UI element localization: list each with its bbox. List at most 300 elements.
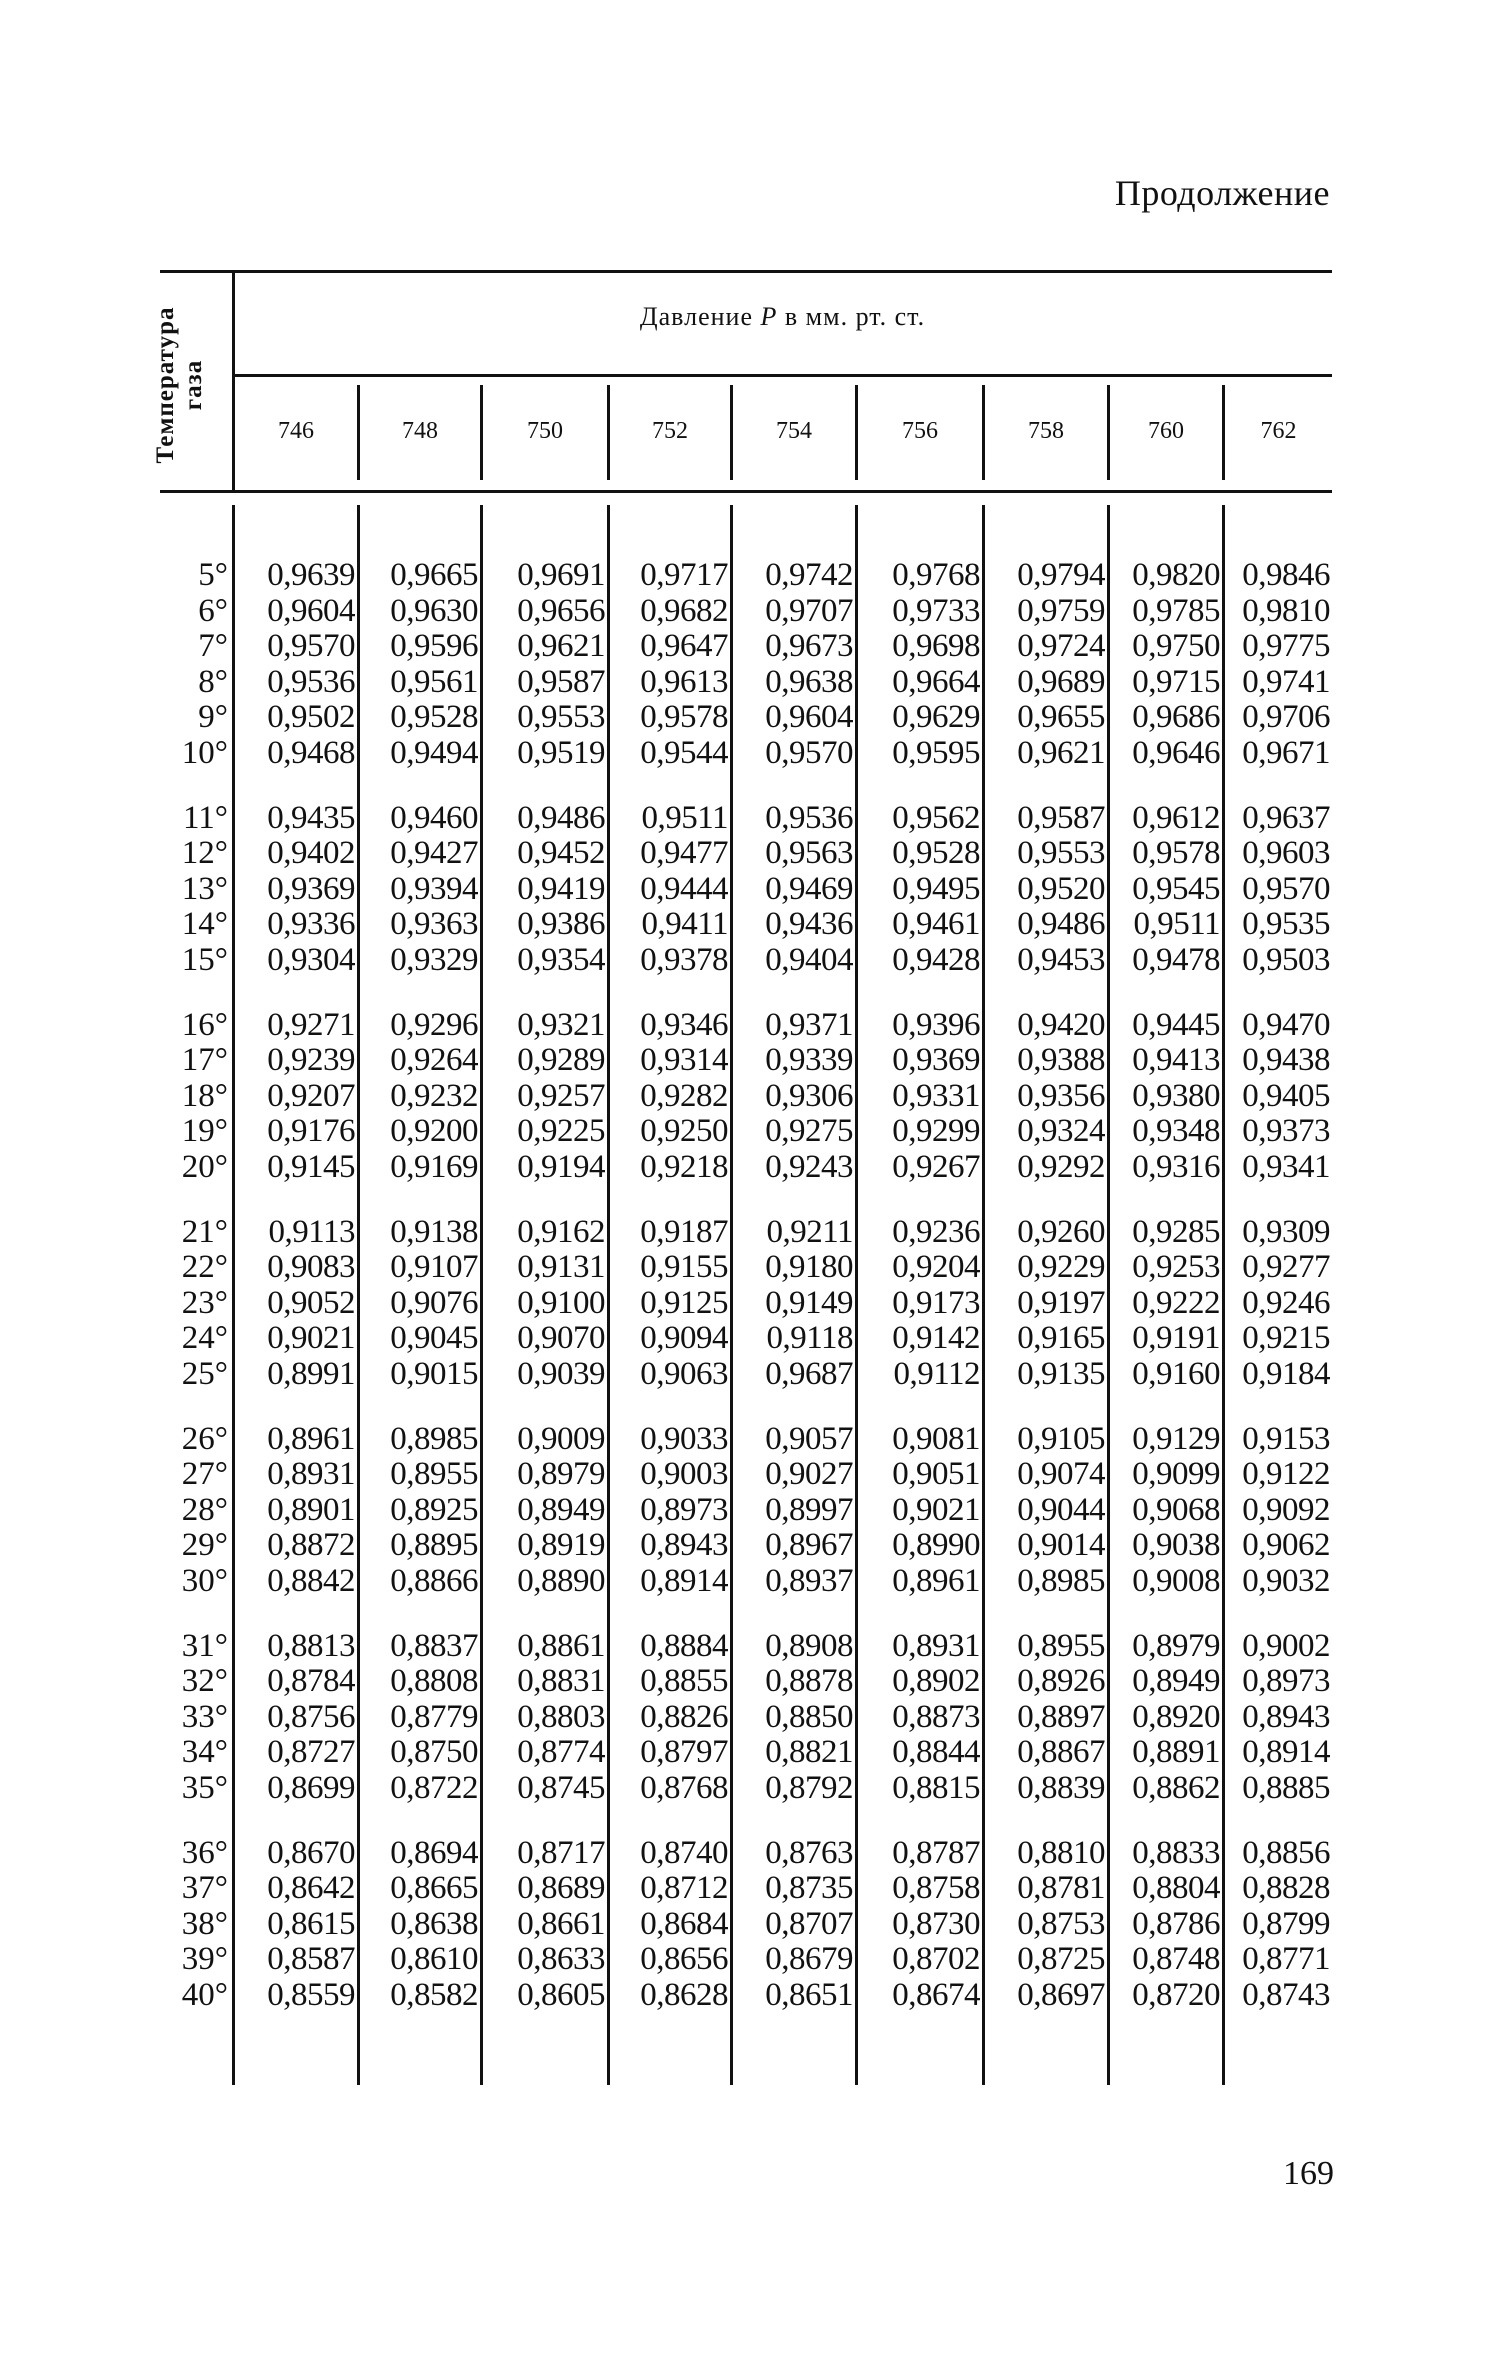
temperature-cell: 25° xyxy=(181,1356,228,1392)
column-header: 756 xyxy=(902,418,938,444)
value-cell: 0,8784 xyxy=(267,1663,355,1700)
value-cell: 0,9520 xyxy=(1017,870,1105,907)
value-cell: 0,9570 xyxy=(765,735,853,771)
value-cell: 0,8895 xyxy=(390,1527,478,1564)
value-cell: 0,8642 xyxy=(267,1870,355,1907)
table-row xyxy=(0,1699,1500,1735)
value-cell: 0,9246 xyxy=(1242,1284,1330,1321)
value-cell: 0,9604 xyxy=(267,592,355,629)
value-cell: 0,9629 xyxy=(892,699,980,736)
value-cell: 0,9494 xyxy=(390,735,478,771)
value-cell: 0,8878 xyxy=(765,1663,853,1700)
value-cell: 0,8815 xyxy=(892,1770,980,1806)
temperature-cell: 18° xyxy=(181,1077,228,1114)
value-cell: 0,8748 xyxy=(1132,1941,1220,1978)
value-cell: 0,9613 xyxy=(640,663,728,700)
value-cell: 0,9545 xyxy=(1132,870,1220,907)
value-cell: 0,9604 xyxy=(765,699,853,736)
value-cell: 0,8697 xyxy=(1017,1977,1105,2013)
value-cell: 0,9122 xyxy=(1242,1456,1330,1493)
value-cell: 0,8850 xyxy=(765,1698,853,1735)
value-cell: 0,8717 xyxy=(517,1834,605,1871)
value-cell: 0,8753 xyxy=(1017,1905,1105,1942)
table-row xyxy=(0,1214,1500,1250)
pressure-variable: P xyxy=(760,302,778,331)
value-cell: 0,9232 xyxy=(390,1077,478,1114)
value-cell: 0,8990 xyxy=(892,1527,980,1564)
value-cell: 0,8779 xyxy=(390,1698,478,1735)
value-cell: 0,9257 xyxy=(517,1077,605,1114)
value-cell: 0,9519 xyxy=(517,735,605,771)
value-cell: 0,8885 xyxy=(1242,1770,1330,1806)
value-cell: 0,9057 xyxy=(765,1420,853,1457)
value-cell: 0,8973 xyxy=(1242,1663,1330,1700)
value-cell: 0,9052 xyxy=(267,1284,355,1321)
value-cell: 0,9405 xyxy=(1242,1077,1330,1114)
value-cell: 0,8707 xyxy=(765,1905,853,1942)
value-cell: 0,8803 xyxy=(517,1698,605,1735)
table-row xyxy=(0,735,1500,771)
value-cell: 0,8973 xyxy=(640,1491,728,1528)
value-cell: 0,8985 xyxy=(1017,1563,1105,1599)
value-cell: 0,9296 xyxy=(390,1006,478,1043)
temperature-cell: 9° xyxy=(198,699,228,736)
temperature-cell: 26° xyxy=(181,1420,228,1457)
value-cell: 0,8735 xyxy=(765,1870,853,1907)
value-cell: 0,9535 xyxy=(1242,906,1330,943)
value-cell: 0,9470 xyxy=(1242,1006,1330,1043)
value-cell: 0,9511 xyxy=(641,799,728,836)
value-cell: 0,9076 xyxy=(390,1284,478,1321)
value-cell: 0,8786 xyxy=(1132,1905,1220,1942)
value-cell: 0,9289 xyxy=(517,1042,605,1079)
value-cell: 0,8931 xyxy=(892,1627,980,1664)
value-cell: 0,9371 xyxy=(765,1006,853,1043)
value-cell: 0,9131 xyxy=(517,1249,605,1286)
value-cell: 0,9354 xyxy=(517,942,605,978)
value-cell: 0,8661 xyxy=(517,1905,605,1942)
table-row xyxy=(0,1456,1500,1492)
value-cell: 0,8787 xyxy=(892,1834,980,1871)
value-cell: 0,8908 xyxy=(765,1627,853,1664)
value-cell: 0,9404 xyxy=(765,942,853,978)
value-cell: 0,9336 xyxy=(267,906,355,943)
value-cell: 0,9100 xyxy=(517,1284,605,1321)
table-row xyxy=(0,1977,1500,2013)
column-header: 754 xyxy=(776,418,812,444)
value-cell: 0,8897 xyxy=(1017,1698,1105,1735)
value-cell: 0,8758 xyxy=(892,1870,980,1907)
table-row xyxy=(0,906,1500,942)
temperature-cell: 15° xyxy=(181,942,228,978)
value-cell: 0,9021 xyxy=(267,1320,355,1357)
value-cell: 0,8771 xyxy=(1242,1941,1330,1978)
value-cell: 0,9445 xyxy=(1132,1006,1220,1043)
value-cell: 0,9153 xyxy=(1242,1420,1330,1457)
row-header-line: Температура xyxy=(152,306,179,464)
temperature-cell: 20° xyxy=(181,1149,228,1185)
table-row xyxy=(0,699,1500,735)
table-row xyxy=(0,593,1500,629)
value-cell: 0,8925 xyxy=(390,1491,478,1528)
value-cell: 0,9015 xyxy=(390,1356,478,1392)
table-row xyxy=(0,628,1500,664)
value-cell: 0,9741 xyxy=(1242,663,1330,700)
value-cell: 0,8949 xyxy=(1132,1663,1220,1700)
value-cell: 0,9647 xyxy=(640,628,728,665)
value-cell: 0,8884 xyxy=(640,1627,728,1664)
value-cell: 0,9346 xyxy=(640,1006,728,1043)
value-cell: 0,9002 xyxy=(1242,1627,1330,1664)
table-row xyxy=(0,800,1500,836)
value-cell: 0,9051 xyxy=(892,1456,980,1493)
pressure-header-suffix: в мм. рт. ст. xyxy=(777,302,926,331)
value-cell: 0,8750 xyxy=(390,1734,478,1771)
value-cell: 0,9363 xyxy=(390,906,478,943)
value-cell: 0,9794 xyxy=(1017,557,1105,593)
value-cell: 0,8866 xyxy=(390,1563,478,1599)
value-cell: 0,9277 xyxy=(1242,1249,1330,1286)
temperature-cell: 35° xyxy=(181,1770,228,1806)
value-cell: 0,9138 xyxy=(390,1213,478,1250)
value-cell: 0,9453 xyxy=(1017,942,1105,978)
value-cell: 0,8781 xyxy=(1017,1870,1105,1907)
value-cell: 0,9045 xyxy=(390,1320,478,1357)
value-cell: 0,9063 xyxy=(640,1356,728,1392)
value-cell: 0,9092 xyxy=(1242,1491,1330,1528)
temperature-cell: 34° xyxy=(181,1734,228,1771)
value-cell: 0,9638 xyxy=(765,663,853,700)
value-cell: 0,8743 xyxy=(1242,1977,1330,2013)
value-cell: 0,9142 xyxy=(892,1320,980,1357)
value-cell: 0,9682 xyxy=(640,592,728,629)
value-cell: 0,9768 xyxy=(892,557,980,593)
value-cell: 0,9331 xyxy=(892,1077,980,1114)
value-cell: 0,9321 xyxy=(517,1006,605,1043)
table-row xyxy=(0,835,1500,871)
value-cell: 0,9194 xyxy=(517,1149,605,1185)
value-cell: 0,9587 xyxy=(1017,799,1105,836)
table-row xyxy=(0,1628,1500,1664)
value-cell: 0,8979 xyxy=(517,1456,605,1493)
value-cell: 0,9180 xyxy=(765,1249,853,1286)
value-cell: 0,8828 xyxy=(1242,1870,1330,1907)
value-cell: 0,9264 xyxy=(390,1042,478,1079)
value-cell: 0,8979 xyxy=(1132,1627,1220,1664)
value-cell: 0,9444 xyxy=(640,870,728,907)
table-row xyxy=(0,1492,1500,1528)
value-cell: 0,8872 xyxy=(267,1527,355,1564)
value-cell: 0,9536 xyxy=(765,799,853,836)
value-cell: 0,8861 xyxy=(517,1627,605,1664)
value-cell: 0,9553 xyxy=(517,699,605,736)
value-cell: 0,9570 xyxy=(1242,870,1330,907)
temperature-cell: 10° xyxy=(181,735,228,771)
value-cell: 0,9369 xyxy=(892,1042,980,1079)
value-cell: 0,9239 xyxy=(267,1042,355,1079)
value-cell: 0,8670 xyxy=(267,1834,355,1871)
temperature-cell: 24° xyxy=(181,1320,228,1357)
table-row xyxy=(0,1007,1500,1043)
value-cell: 0,9528 xyxy=(390,699,478,736)
temperature-cell: 23° xyxy=(181,1284,228,1321)
value-cell: 0,9402 xyxy=(267,835,355,872)
value-cell: 0,8730 xyxy=(892,1905,980,1942)
value-cell: 0,9461 xyxy=(892,906,980,943)
value-cell: 0,9553 xyxy=(1017,835,1105,872)
temperature-cell: 8° xyxy=(198,663,228,700)
value-cell: 0,8926 xyxy=(1017,1663,1105,1700)
value-cell: 0,9578 xyxy=(640,699,728,736)
table-row xyxy=(0,1770,1500,1806)
value-cell: 0,8810 xyxy=(1017,1834,1105,1871)
value-cell: 0,8914 xyxy=(640,1563,728,1599)
value-cell: 0,8955 xyxy=(1017,1627,1105,1664)
value-cell: 0,9173 xyxy=(892,1284,980,1321)
row-header-line: газа xyxy=(180,359,207,411)
value-cell: 0,8997 xyxy=(765,1491,853,1528)
value-cell: 0,8615 xyxy=(267,1905,355,1942)
value-cell: 0,8961 xyxy=(892,1563,980,1599)
value-cell: 0,9595 xyxy=(892,735,980,771)
value-cell: 0,9689 xyxy=(1017,663,1105,700)
value-cell: 0,8833 xyxy=(1132,1834,1220,1871)
value-cell: 0,8587 xyxy=(267,1941,355,1978)
value-cell: 0,9105 xyxy=(1017,1420,1105,1457)
value-cell: 0,9267 xyxy=(892,1149,980,1185)
value-cell: 0,9200 xyxy=(390,1113,478,1150)
value-cell: 0,9621 xyxy=(1017,735,1105,771)
value-cell: 0,9435 xyxy=(267,799,355,836)
table-row xyxy=(0,1149,1500,1185)
value-cell: 0,9486 xyxy=(517,799,605,836)
value-cell: 0,8808 xyxy=(390,1663,478,1700)
value-cell: 0,9460 xyxy=(390,799,478,836)
table-row xyxy=(0,1356,1500,1392)
value-cell: 0,9646 xyxy=(1132,735,1220,771)
value-cell: 0,9211 xyxy=(766,1213,853,1250)
value-cell: 0,9486 xyxy=(1017,906,1105,943)
body-rule xyxy=(160,490,1332,493)
value-cell: 0,9225 xyxy=(517,1113,605,1150)
table-row xyxy=(0,1835,1500,1871)
value-cell: 0,8826 xyxy=(640,1698,728,1735)
value-cell: 0,9452 xyxy=(517,835,605,872)
value-cell: 0,9419 xyxy=(517,870,605,907)
value-cell: 0,9438 xyxy=(1242,1042,1330,1079)
table-row xyxy=(0,871,1500,907)
value-cell: 0,8674 xyxy=(892,1977,980,2013)
value-cell: 0,8856 xyxy=(1242,1834,1330,1871)
temperature-cell: 29° xyxy=(181,1527,228,1564)
value-cell: 0,9495 xyxy=(892,870,980,907)
table-row xyxy=(0,1078,1500,1114)
value-cell: 0,9621 xyxy=(517,628,605,665)
value-cell: 0,9596 xyxy=(390,628,478,665)
value-cell: 0,9380 xyxy=(1132,1077,1220,1114)
value-cell: 0,9304 xyxy=(267,942,355,978)
value-cell: 0,9528 xyxy=(892,835,980,872)
value-cell: 0,9191 xyxy=(1132,1320,1220,1357)
value-cell: 0,9008 xyxy=(1132,1563,1220,1599)
value-cell: 0,9113 xyxy=(268,1213,355,1250)
value-cell: 0,8931 xyxy=(267,1456,355,1493)
temperature-cell: 19° xyxy=(181,1113,228,1150)
value-cell: 0,8756 xyxy=(267,1698,355,1735)
value-cell: 0,8656 xyxy=(640,1941,728,1978)
value-cell: 0,9388 xyxy=(1017,1042,1105,1079)
table-row xyxy=(0,1113,1500,1149)
value-cell: 0,8665 xyxy=(390,1870,478,1907)
value-cell: 0,9715 xyxy=(1132,663,1220,700)
value-cell: 0,8799 xyxy=(1242,1905,1330,1942)
header-rule xyxy=(235,374,1332,377)
value-cell: 0,9187 xyxy=(640,1213,728,1250)
temperature-cell: 6° xyxy=(198,592,228,629)
temperature-cell: 16° xyxy=(181,1006,228,1043)
value-cell: 0,8937 xyxy=(765,1563,853,1599)
value-cell: 0,9033 xyxy=(640,1420,728,1457)
value-cell: 0,8727 xyxy=(267,1734,355,1771)
value-cell: 0,8837 xyxy=(390,1627,478,1664)
value-cell: 0,8914 xyxy=(1242,1734,1330,1771)
row-header xyxy=(150,290,210,480)
value-cell: 0,9686 xyxy=(1132,699,1220,736)
value-cell: 0,8890 xyxy=(517,1563,605,1599)
value-cell: 0,9775 xyxy=(1242,628,1330,665)
value-cell: 0,9348 xyxy=(1132,1113,1220,1150)
value-cell: 0,8689 xyxy=(517,1870,605,1907)
table-row xyxy=(0,1563,1500,1599)
value-cell: 0,9665 xyxy=(390,557,478,593)
value-cell: 0,9587 xyxy=(517,663,605,700)
value-cell: 0,9271 xyxy=(267,1006,355,1043)
value-cell: 0,9570 xyxy=(267,628,355,665)
value-cell: 0,9285 xyxy=(1132,1213,1220,1250)
value-cell: 0,9118 xyxy=(766,1320,853,1357)
value-cell: 0,8582 xyxy=(390,1977,478,2013)
value-cell: 0,8804 xyxy=(1132,1870,1220,1907)
value-cell: 0,9129 xyxy=(1132,1420,1220,1457)
table-row xyxy=(0,1320,1500,1356)
value-cell: 0,9544 xyxy=(640,735,728,771)
value-cell: 0,9750 xyxy=(1132,628,1220,665)
value-cell: 0,8610 xyxy=(390,1941,478,1978)
value-cell: 0,9003 xyxy=(640,1456,728,1493)
temperature-cell: 5° xyxy=(198,557,228,593)
value-cell: 0,9478 xyxy=(1132,942,1220,978)
temperature-cell: 12° xyxy=(181,835,228,872)
value-cell: 0,9306 xyxy=(765,1077,853,1114)
value-cell: 0,8955 xyxy=(390,1456,478,1493)
value-cell: 0,9062 xyxy=(1242,1527,1330,1564)
value-cell: 0,9477 xyxy=(640,835,728,872)
value-cell: 0,9428 xyxy=(892,942,980,978)
value-cell: 0,9032 xyxy=(1242,1563,1330,1599)
value-cell: 0,8638 xyxy=(390,1905,478,1942)
value-cell: 0,9536 xyxy=(267,663,355,700)
pressure-header-prefix: Давление xyxy=(639,302,761,331)
value-cell: 0,8712 xyxy=(640,1870,728,1907)
value-cell: 0,8720 xyxy=(1132,1977,1220,2013)
value-cell: 0,9324 xyxy=(1017,1113,1105,1150)
value-cell: 0,9215 xyxy=(1242,1320,1330,1357)
value-cell: 0,9655 xyxy=(1017,699,1105,736)
value-cell: 0,9081 xyxy=(892,1420,980,1457)
value-cell: 0,8855 xyxy=(640,1663,728,1700)
value-cell: 0,8702 xyxy=(892,1941,980,1978)
value-cell: 0,8873 xyxy=(892,1698,980,1735)
value-cell: 0,9074 xyxy=(1017,1456,1105,1493)
value-cell: 0,8901 xyxy=(267,1491,355,1528)
value-cell: 0,8949 xyxy=(517,1491,605,1528)
value-cell: 0,9044 xyxy=(1017,1491,1105,1528)
value-cell: 0,9707 xyxy=(765,592,853,629)
temperature-cell: 39° xyxy=(181,1941,228,1978)
value-cell: 0,9578 xyxy=(1132,835,1220,872)
value-cell: 0,9197 xyxy=(1017,1284,1105,1321)
value-cell: 0,9469 xyxy=(765,870,853,907)
temperature-cell: 28° xyxy=(181,1491,228,1528)
temperature-cell: 32° xyxy=(181,1663,228,1700)
value-cell: 0,9299 xyxy=(892,1113,980,1150)
table-row xyxy=(0,1042,1500,1078)
value-cell: 0,8902 xyxy=(892,1663,980,1700)
value-cell: 0,9039 xyxy=(517,1356,605,1392)
value-cell: 0,8961 xyxy=(267,1420,355,1457)
value-cell: 0,9356 xyxy=(1017,1077,1105,1114)
value-cell: 0,9207 xyxy=(267,1077,355,1114)
value-cell: 0,9260 xyxy=(1017,1213,1105,1250)
value-cell: 0,8745 xyxy=(517,1770,605,1806)
value-cell: 0,9250 xyxy=(640,1113,728,1150)
table-row xyxy=(0,1249,1500,1285)
table-row xyxy=(0,1734,1500,1770)
value-cell: 0,8821 xyxy=(765,1734,853,1771)
value-cell: 0,9014 xyxy=(1017,1527,1105,1564)
value-cell: 0,8633 xyxy=(517,1941,605,1978)
value-cell: 0,9810 xyxy=(1242,592,1330,629)
value-cell: 0,9009 xyxy=(517,1420,605,1457)
value-cell: 0,9671 xyxy=(1242,735,1330,771)
value-cell: 0,9386 xyxy=(517,906,605,943)
column-header: 750 xyxy=(527,418,563,444)
column-header: 746 xyxy=(278,418,314,444)
value-cell: 0,9724 xyxy=(1017,628,1105,665)
table-row xyxy=(0,942,1500,978)
column-header: 752 xyxy=(652,418,688,444)
table-row xyxy=(0,1663,1500,1699)
temperature-cell: 11° xyxy=(183,799,228,836)
value-cell: 0,9413 xyxy=(1132,1042,1220,1079)
value-cell: 0,9562 xyxy=(892,799,980,836)
value-cell: 0,8679 xyxy=(765,1941,853,1978)
value-cell: 0,9563 xyxy=(765,835,853,872)
value-cell: 0,8559 xyxy=(267,1977,355,2013)
value-cell: 0,9329 xyxy=(390,942,478,978)
value-cell: 0,9222 xyxy=(1132,1284,1220,1321)
value-cell: 0,8991 xyxy=(267,1356,355,1392)
value-cell: 0,8792 xyxy=(765,1770,853,1806)
value-cell: 0,9561 xyxy=(390,663,478,700)
value-cell: 0,9612 xyxy=(1132,799,1220,836)
temperature-cell: 38° xyxy=(181,1905,228,1942)
value-cell: 0,9021 xyxy=(892,1491,980,1528)
value-cell: 0,9135 xyxy=(1017,1356,1105,1392)
column-header: 760 xyxy=(1148,418,1184,444)
value-cell: 0,8694 xyxy=(390,1834,478,1871)
value-cell: 0,9503 xyxy=(1242,942,1330,978)
